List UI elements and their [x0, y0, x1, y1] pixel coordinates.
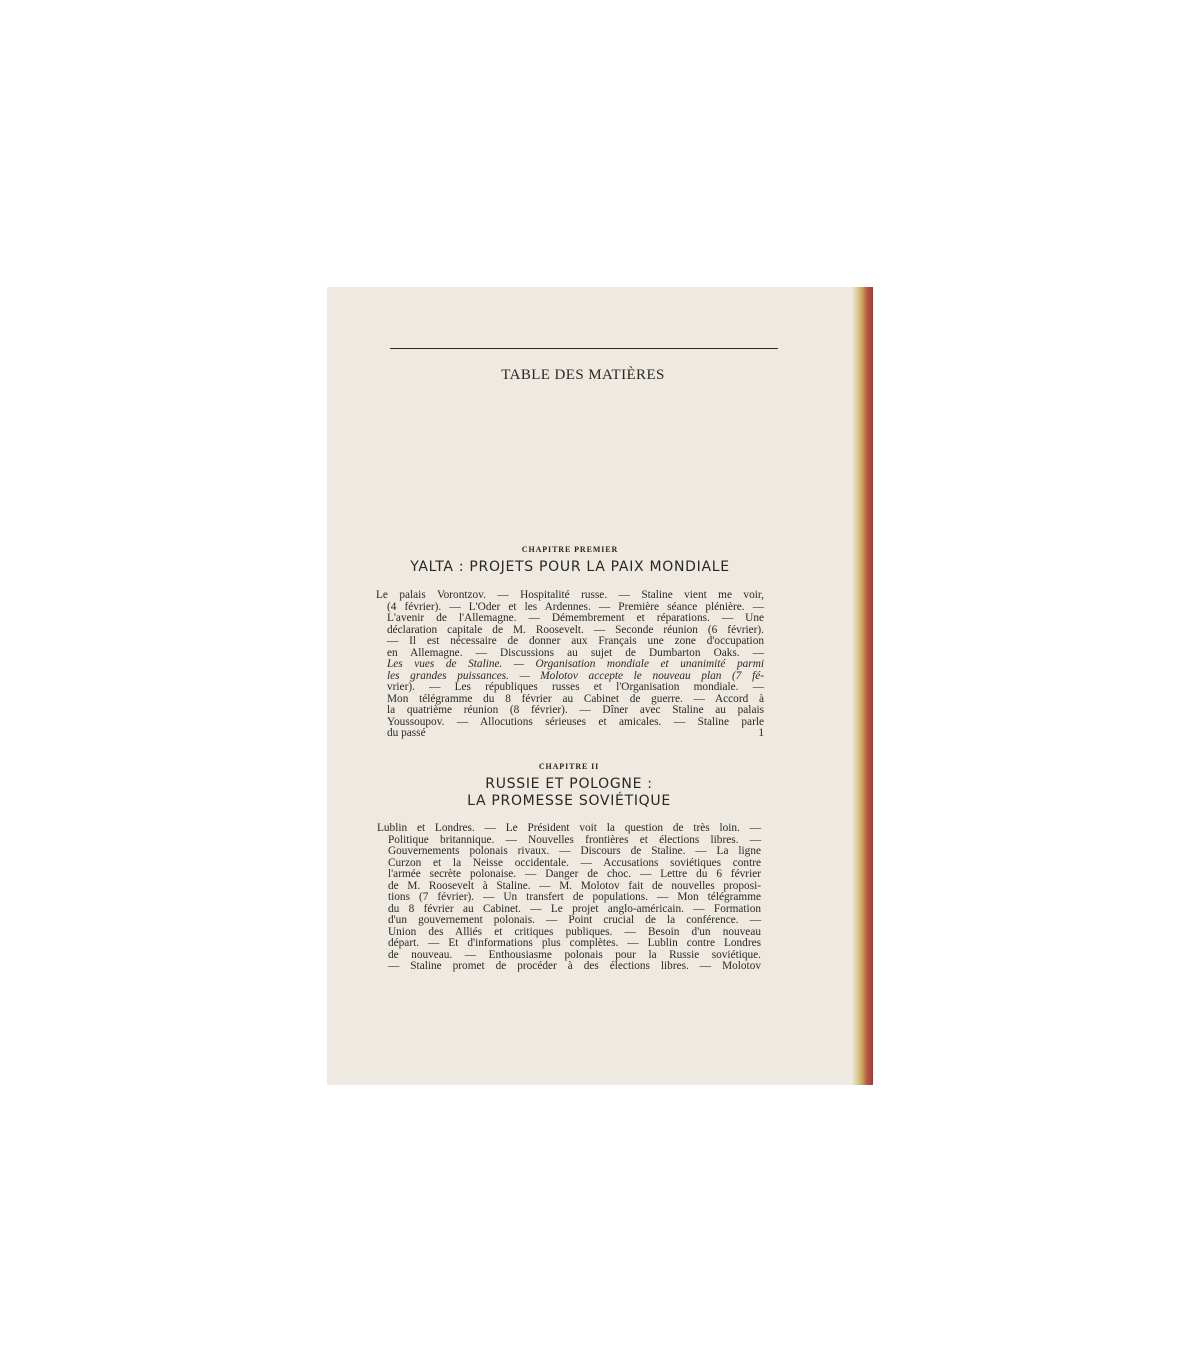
summary-line: la quatrième réunion (8 février). — Dîner avec Staline au palais	[387, 704, 764, 716]
summary-line: départ. — Et d'informations plus complètes. — Lublin contre Londres	[388, 937, 761, 949]
summary-line: vrier). — Les républiques russes et l'Organisation mondiale. —	[387, 681, 764, 693]
summary-line: de nouveau. — Enthousiasme polonais pour la Russie soviétique.	[388, 948, 761, 961]
summary-line: L'avenir de l'Allemagne. — Démembrement et réparations. — Une	[387, 612, 764, 624]
summary-line: Le palais Vorontzov. — Hospitalité russe. — Staline vient me voir,	[376, 589, 764, 601]
chapter-label: CHAPITRE II	[538, 762, 600, 771]
summary-line: Youssoupov. — Allocutions sérieuses et amicales. — Staline parle	[387, 715, 764, 728]
summary-line: Politique britannique. — Nouvelles frontières et élections libres. —	[388, 833, 761, 846]
summary-line-italic: Les vues de Staline. — Organisation mondiale et unanimité parmi	[387, 658, 764, 670]
summary-line: déclaration capitale de M. Roosevelt. — Seconde réunion (6 février).	[387, 623, 764, 636]
summary-line-italic: les grandes puissances. — Molotov accepte le nouveau plan (7 fé-	[387, 669, 764, 682]
summary-line: Mon télégramme du 8 février au Cabinet de guerre. — Accord à	[387, 692, 764, 705]
page-number: 1	[758, 727, 764, 739]
summary-line: (4 février). — L'Oder et les Ardennes. — Première séance plénière. —	[387, 600, 764, 613]
chapter-summary	[376, 590, 764, 740]
summary-line: du 8 février au Cabinet. — Le projet anglo-américain. — Formation	[388, 902, 761, 915]
chapter-summary	[377, 823, 761, 973]
summary-line: — Staline promet de procéder à des élections libres. — Molotov	[388, 960, 761, 972]
chapter-title-line: LA PROMESSE SOVIÉTIQUE	[467, 793, 671, 809]
chapter-title: YALTA : PROJETS POUR LA PAIX MONDIALE	[410, 559, 730, 575]
summary-line: d'un gouvernement polonais. — Point crucial de la conférence. —	[388, 914, 761, 926]
chapter-1	[376, 545, 764, 740]
header-rule	[390, 348, 778, 349]
summary-last-line	[376, 728, 764, 740]
summary-line: — Il est nécessaire de donner aux Français une zone d'occupation	[387, 635, 764, 647]
chapter-title	[377, 776, 761, 810]
chapter-title-line: RUSSIE ET POLOGNE :	[485, 776, 653, 792]
summary-line: tions (7 février). — Un transfert de populations. — Mon télégramme	[388, 891, 761, 903]
summary-line: Union des Alliés et critiques publiques. — Besoin d'un nouveau	[388, 925, 761, 938]
summary-line: Lublin et Londres. — Le Président voit la question de très loin. —	[377, 822, 761, 834]
summary-line: du passé	[387, 727, 426, 739]
summary-line: Curzon et la Neisse occidentale. — Accusations soviétiques contre	[388, 856, 761, 869]
chapter-2	[377, 762, 761, 973]
summary-line: Gouvernements polonais rivaux. — Discours de Staline. — La ligne	[388, 845, 761, 857]
page-edge-colored	[853, 287, 873, 1085]
summary-line: de M. Roosevelt à Staline. — M. Molotov fait de nouvelles proposi-	[388, 879, 761, 892]
summary-line: en Allemagne. — Discussions au sujet de Dumbarton Oaks. —	[387, 646, 764, 659]
scanned-page-photo	[327, 287, 873, 1085]
summary-line: l'armée secrète polonaise. — Danger de choc. — Lettre du 6 février	[388, 868, 761, 880]
chapter-label: CHAPITRE PREMIER	[521, 545, 619, 554]
page-title: TABLE DES MATIÈRES	[501, 367, 665, 383]
